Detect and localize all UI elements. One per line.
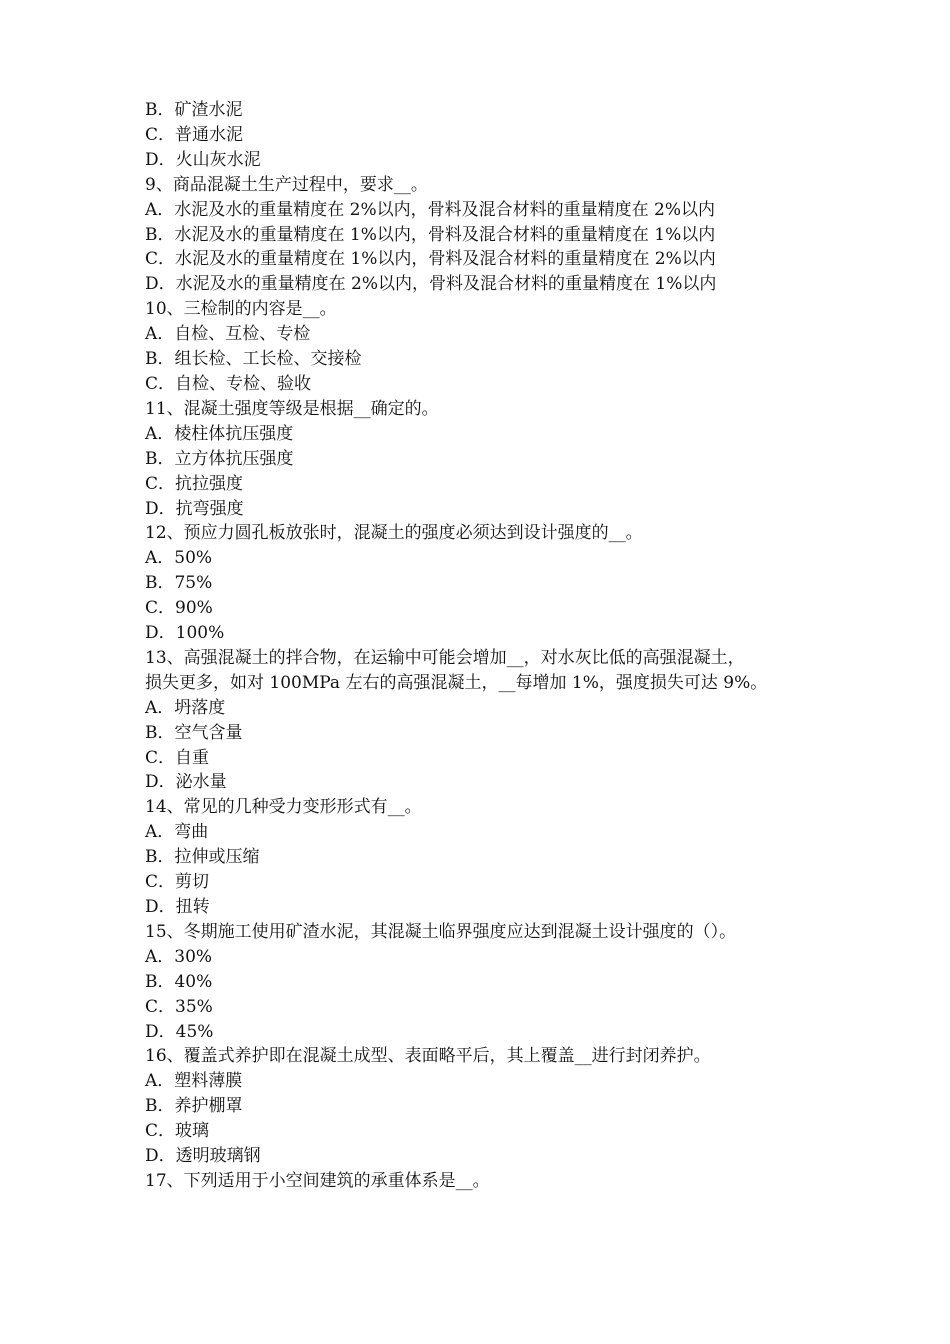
answer-option: A．自检、互检、专检 <box>145 324 311 345</box>
answer-option: D．水泥及水的重量精度在 2%以内，骨料及混合材料的重量精度在 1%以内 <box>145 274 717 295</box>
answer-option: D．火山灰水泥 <box>145 149 261 170</box>
question-text: 14、常见的几种受力变形形式有__。 <box>145 797 422 818</box>
answer-option: B．水泥及水的重量精度在 1%以内，骨料及混合材料的重量精度在 1%以内 <box>145 224 716 245</box>
answer-option: D．100% <box>145 623 225 644</box>
answer-option: B．矿渣水泥 <box>145 100 243 120</box>
answer-option: D．泌水量 <box>145 772 227 793</box>
answer-option: C．水泥及水的重量精度在 1%以内，骨料及混合材料的重量精度在 2%以内 <box>145 249 716 270</box>
answer-option: D．扭转 <box>145 897 210 917</box>
question-text: 11、混凝土强度等级是根据__确定的。 <box>145 398 439 419</box>
answer-option: B．40% <box>145 971 213 992</box>
answer-option: B．组长检、工长检、交接检 <box>145 349 362 370</box>
answer-option: B．空气含量 <box>145 722 243 743</box>
document-page <box>145 98 825 1194</box>
answer-option: C．剪切 <box>145 872 210 893</box>
answer-option: D．抗弯强度 <box>145 498 244 519</box>
answer-option: C．抗拉强度 <box>145 473 244 494</box>
answer-option: A．坍落度 <box>145 697 226 718</box>
answer-option: A．水泥及水的重量精度在 2%以内，骨料及混合材料的重量精度在 2%以内 <box>145 199 716 220</box>
answer-option: D．45% <box>145 1021 214 1042</box>
answer-option: A．塑料薄膜 <box>145 1071 243 1092</box>
answer-option: A．50% <box>145 548 213 569</box>
answer-option: A．30% <box>145 946 213 967</box>
question-text: 损失更多，如对 100MPa 左右的高强混凝土，__每增加 1%，强度损失可达 9%。 <box>145 672 768 693</box>
answer-option: B．立方体抗压强度 <box>145 448 294 469</box>
answer-option: B．养护棚罩 <box>145 1096 243 1117</box>
question-text: 12、预应力圆孔板放张时，混凝土的强度必须达到设计强度的__。 <box>145 523 643 544</box>
answer-option: C．35% <box>145 996 213 1017</box>
question-text: 9、商品混凝土生产过程中，要求__。 <box>145 174 428 195</box>
answer-option: D．透明玻璃钢 <box>145 1146 261 1167</box>
question-text: 16、覆盖式养护即在混凝土成型、表面略平后，其上覆盖__进行封闭养护。 <box>145 1046 711 1067</box>
answer-option: C．玻璃 <box>145 1121 210 1142</box>
answer-option: C．自检、专检、验收 <box>145 373 312 394</box>
answer-option: C．自重 <box>145 747 210 768</box>
answer-option: A．棱柱体抗压强度 <box>145 423 294 444</box>
question-text: 17、下列适用于小空间建筑的承重体系是__。 <box>145 1170 490 1191</box>
answer-option: C．90% <box>145 598 213 619</box>
question-text: 10、三检制的内容是__。 <box>145 299 337 320</box>
question-text: 13、高强混凝土的拌合物，在运输中可能会增加__，对水灰比低的高强混凝土， <box>145 647 745 668</box>
answer-option: B．75% <box>145 573 213 594</box>
question-text: 15、冬期施工使用矿渣水泥，其混凝土临界强度应达到混凝土设计强度的（）。 <box>145 921 737 942</box>
answer-option: C．普通水泥 <box>145 124 244 145</box>
answer-option: A．弯曲 <box>145 822 209 843</box>
answer-option: B．拉伸或压缩 <box>145 847 260 868</box>
